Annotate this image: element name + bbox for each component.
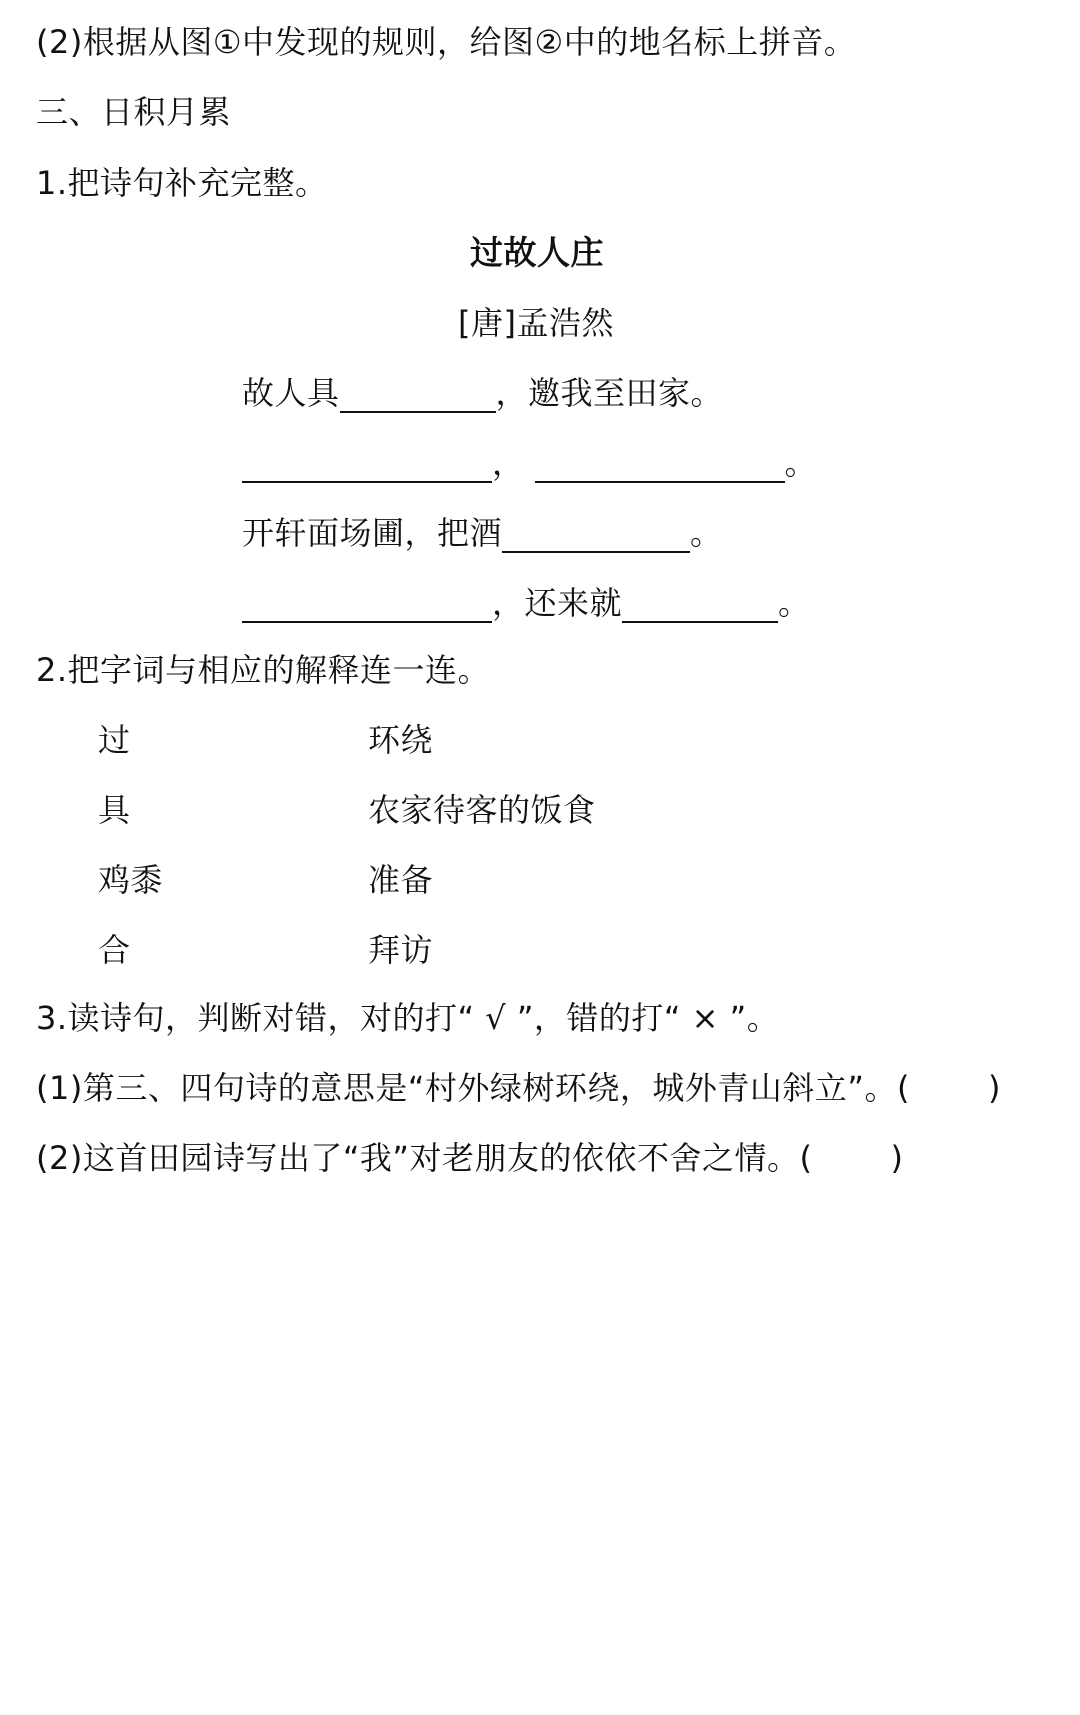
- match-meaning-3[interactable]: 准备: [368, 861, 434, 899]
- poem-line-3: [242, 513, 723, 553]
- match-word-1[interactable]: 过: [98, 721, 131, 759]
- question-3-item-2-close: ): [890, 1139, 904, 1177]
- poem-line-4-blank-1[interactable]: [242, 585, 492, 623]
- poem-line-2: [242, 443, 817, 483]
- question-2-instruction: 2.把字词与相应的解释连一连。: [36, 651, 491, 689]
- poem-line-4-period: 。: [778, 584, 811, 622]
- match-meaning-2[interactable]: 农家待客的饭食: [368, 791, 596, 829]
- poem-line-3-period: 。: [690, 514, 723, 552]
- poem-line-3-prefix: 开轩面场圃，把酒: [242, 514, 503, 552]
- poem-author: [唐]孟浩然: [458, 304, 614, 342]
- poem-line-4-blank-2[interactable]: [622, 585, 778, 623]
- poem-line-2-blank-1[interactable]: [242, 445, 492, 483]
- poem-line-1-blank[interactable]: [340, 375, 496, 413]
- poem-line-1-suffix: ，邀我至田家。: [495, 374, 724, 412]
- match-meaning-1[interactable]: 环绕: [368, 721, 434, 759]
- match-meaning-4[interactable]: 拜访: [368, 931, 434, 969]
- question-3-item-1: [36, 1068, 1001, 1108]
- match-word-4[interactable]: 合: [98, 931, 131, 969]
- question-1-instruction: 1.把诗句补充完整。: [36, 164, 328, 202]
- question-3-item-1-text: (1)第三、四句诗的意思是“村外绿树环绕，城外青山斜立”。(: [36, 1069, 910, 1107]
- question-3-item-2: [36, 1138, 903, 1178]
- match-word-3[interactable]: 鸡黍: [98, 861, 164, 899]
- poem-line-4-middle: ，还来就: [492, 584, 623, 622]
- section-3-heading: 三、日积月累: [36, 93, 232, 131]
- poem-line-2-comma: ，: [492, 444, 525, 482]
- poem-line-2-period: 。: [784, 444, 818, 482]
- question-2-2-text: (2)根据从图①中发现的规则，给图②中的地名标上拼音。: [36, 23, 857, 61]
- poem-line-4: [242, 583, 811, 623]
- poem-line-1-prefix: 故人具: [242, 374, 340, 412]
- question-3-item-2-text: (2)这首田园诗写出了“我”对老朋友的依依不舍之情。(: [36, 1139, 813, 1177]
- question-3-instruction: 3.读诗句，判断对错，对的打“ √ ”，错的打“ × ”。: [36, 999, 780, 1037]
- question-3-item-1-close: ): [987, 1069, 1001, 1107]
- poem-line-2-blank-2[interactable]: [535, 445, 785, 483]
- match-word-2[interactable]: 具: [98, 791, 131, 829]
- poem-title: 过故人庄: [470, 233, 604, 272]
- poem-line-3-blank[interactable]: [502, 515, 690, 553]
- poem-line-1: [242, 373, 723, 413]
